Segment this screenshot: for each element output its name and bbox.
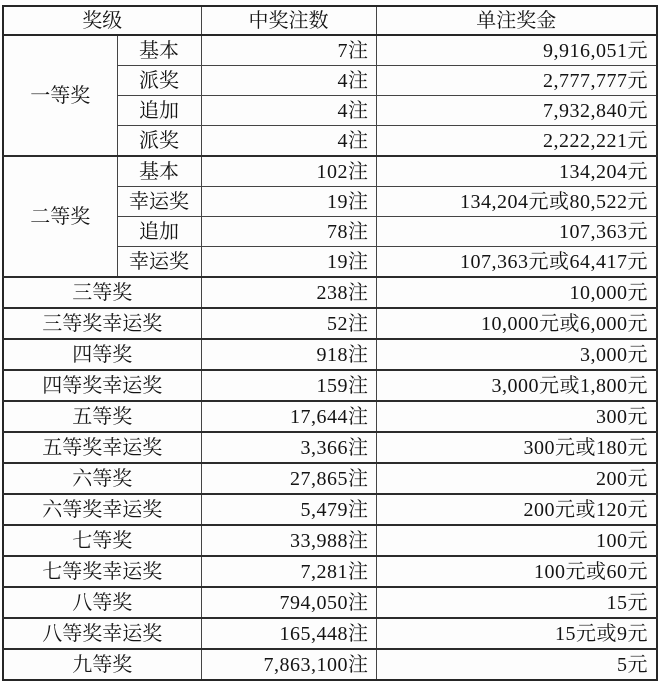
table-row <box>3 432 657 463</box>
table-row <box>3 308 657 339</box>
cell-level: 七等奖 <box>3 525 201 556</box>
cell-count: 3,366注 <box>201 432 376 463</box>
cell-count: 4注 <box>201 126 376 157</box>
table-row <box>3 339 657 370</box>
cell-prize: 9,916,051元 <box>376 35 657 66</box>
prize-table <box>2 5 658 681</box>
header-prize: 单注奖金 <box>376 6 657 35</box>
cell-level: 五等奖 <box>3 401 201 432</box>
table-row <box>3 587 657 618</box>
table-row <box>3 370 657 401</box>
cell-level: 四等奖幸运奖 <box>3 370 201 401</box>
cell-prize: 100元 <box>376 525 657 556</box>
cell-count: 7,281注 <box>201 556 376 587</box>
cell-count: 17,644注 <box>201 401 376 432</box>
cell-prize: 300元 <box>376 401 657 432</box>
cell-subtype: 追加 <box>117 96 201 126</box>
table-row <box>3 618 657 649</box>
cell-level: 一等奖 <box>3 35 117 156</box>
cell-level: 八等奖幸运奖 <box>3 618 201 649</box>
cell-prize: 2,777,777元 <box>376 66 657 96</box>
table-row <box>3 525 657 556</box>
cell-level: 四等奖 <box>3 339 201 370</box>
cell-prize: 134,204元 <box>376 156 657 187</box>
cell-level: 九等奖 <box>3 649 201 680</box>
table-row <box>3 277 657 308</box>
cell-prize: 100元或60元 <box>376 556 657 587</box>
cell-count: 165,448注 <box>201 618 376 649</box>
cell-count: 19注 <box>201 247 376 278</box>
cell-count: 794,050注 <box>201 587 376 618</box>
table-row <box>3 649 657 680</box>
cell-level: 五等奖幸运奖 <box>3 432 201 463</box>
table-row <box>3 401 657 432</box>
cell-prize: 10,000元或6,000元 <box>376 308 657 339</box>
cell-prize: 200元 <box>376 463 657 494</box>
cell-count: 33,988注 <box>201 525 376 556</box>
cell-prize: 107,363元 <box>376 217 657 247</box>
cell-prize: 5元 <box>376 649 657 680</box>
header-count: 中奖注数 <box>201 6 376 35</box>
cell-prize: 134,204元或80,522元 <box>376 187 657 217</box>
cell-level: 三等奖幸运奖 <box>3 308 201 339</box>
table-row <box>3 156 657 187</box>
cell-count: 52注 <box>201 308 376 339</box>
cell-prize: 107,363元或64,417元 <box>376 247 657 278</box>
cell-subtype: 派奖 <box>117 126 201 157</box>
cell-subtype: 基本 <box>117 156 201 187</box>
cell-level: 二等奖 <box>3 156 117 277</box>
cell-count: 4注 <box>201 96 376 126</box>
table-row <box>3 35 657 66</box>
header-level: 奖级 <box>3 6 201 35</box>
cell-prize: 200元或120元 <box>376 494 657 525</box>
cell-subtype: 幸运奖 <box>117 187 201 217</box>
cell-prize: 15元 <box>376 587 657 618</box>
cell-count: 159注 <box>201 370 376 401</box>
table-row <box>3 556 657 587</box>
cell-prize: 7,932,840元 <box>376 96 657 126</box>
cell-level: 六等奖 <box>3 463 201 494</box>
cell-prize: 3,000元或1,800元 <box>376 370 657 401</box>
cell-level: 三等奖 <box>3 277 201 308</box>
cell-count: 19注 <box>201 187 376 217</box>
cell-subtype: 追加 <box>117 217 201 247</box>
cell-level: 六等奖幸运奖 <box>3 494 201 525</box>
table-row <box>3 463 657 494</box>
cell-prize: 15元或9元 <box>376 618 657 649</box>
cell-count: 27,865注 <box>201 463 376 494</box>
cell-prize: 10,000元 <box>376 277 657 308</box>
cell-level: 七等奖幸运奖 <box>3 556 201 587</box>
cell-count: 7注 <box>201 35 376 66</box>
cell-count: 5,479注 <box>201 494 376 525</box>
cell-count: 4注 <box>201 66 376 96</box>
table-row <box>3 494 657 525</box>
cell-count: 102注 <box>201 156 376 187</box>
cell-subtype: 派奖 <box>117 66 201 96</box>
cell-count: 78注 <box>201 217 376 247</box>
cell-count: 7,863,100注 <box>201 649 376 680</box>
header-row <box>3 6 657 35</box>
cell-level: 八等奖 <box>3 587 201 618</box>
cell-count: 238注 <box>201 277 376 308</box>
cell-prize: 3,000元 <box>376 339 657 370</box>
cell-prize: 300元或180元 <box>376 432 657 463</box>
cell-subtype: 幸运奖 <box>117 247 201 278</box>
cell-count: 918注 <box>201 339 376 370</box>
cell-prize: 2,222,221元 <box>376 126 657 157</box>
cell-subtype: 基本 <box>117 35 201 66</box>
